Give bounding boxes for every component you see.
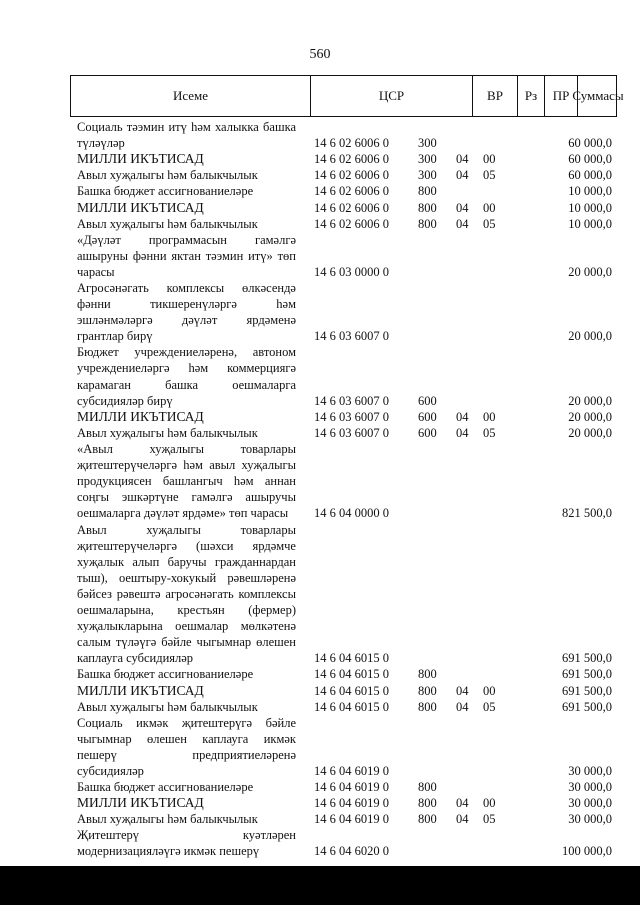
table-row [0, 522, 640, 667]
row-sum: 60 000,0 [568, 152, 612, 167]
row-name-line: оешмаларына, крестьян (фермер) [77, 602, 296, 617]
row-rz: 04 [456, 200, 469, 215]
row-name [77, 425, 296, 441]
table-row [0, 183, 640, 199]
row-name-line: пешерү предприятиеләренә [77, 747, 296, 762]
row-rz: 04 [456, 152, 469, 167]
header-vr: ВР [473, 76, 518, 116]
row-name-line: ашыруны фәнни яктан тәэмин итү» төп [77, 248, 296, 263]
row-sum: 20 000,0 [568, 329, 612, 344]
row-sum: 30 000,0 [568, 812, 612, 827]
row-name-line: МИЛЛИ ИКЪТИСАД [77, 682, 204, 698]
row-csr: 14 6 04 6019 0 [314, 763, 389, 778]
row-pr: 05 [483, 168, 496, 183]
table-row [0, 280, 640, 344]
row-vr: 800 [418, 780, 437, 795]
row-name-line: Башка бюджет ассигнованиеләре [77, 780, 254, 795]
header-pr: ПР [545, 76, 578, 116]
row-name-line: соңгы эшкәртүне гамәлгә ашыручы [77, 490, 296, 505]
row-name-line: Җитештерү куәтләрен [77, 828, 296, 843]
row-vr: 800 [418, 812, 437, 827]
row-csr: 14 6 02 6006 0 [314, 152, 389, 167]
row-name [77, 151, 296, 167]
row-name-line: МИЛЛИ ИКЪТИСАД [77, 151, 204, 167]
row-name-line: җитештерүчеләргә һәм авыл хуҗалыгы [77, 458, 296, 473]
row-csr: 14 6 04 6019 0 [314, 780, 389, 795]
row-vr: 600 [418, 393, 437, 408]
header-sum: Суммасы [572, 88, 624, 103]
row-name [77, 827, 296, 859]
row-csr: 14 6 02 6006 0 [314, 136, 389, 151]
table-row [0, 683, 640, 699]
row-sum: 100 000,0 [562, 844, 612, 859]
row-vr: 300 [418, 168, 437, 183]
row-name [77, 715, 296, 779]
row-sum: 60 000,0 [568, 168, 612, 183]
row-name-line: Авыл хуҗалыгы һәм балыкчылык [77, 425, 258, 440]
table-row [0, 779, 640, 795]
row-csr: 14 6 02 6006 0 [314, 168, 389, 183]
row-name [77, 666, 296, 682]
row-sum: 20 000,0 [568, 425, 612, 440]
row-rz: 04 [456, 699, 469, 714]
row-sum: 20 000,0 [568, 393, 612, 408]
row-sum: 10 000,0 [568, 184, 612, 199]
row-name-line: Бюджет учреждениеләренә, автоном [77, 345, 296, 360]
row-vr: 800 [418, 699, 437, 714]
row-name-line: учреждениеләргә һәм коммерциягә [77, 361, 296, 376]
row-csr: 14 6 04 6015 0 [314, 699, 389, 714]
row-sum: 691 500,0 [562, 699, 612, 714]
row-name-line: Агросәнәгать комплексы өлкәсендә [77, 281, 296, 295]
row-vr: 800 [418, 200, 437, 215]
row-sum: 60 000,0 [568, 136, 612, 151]
row-vr: 800 [418, 796, 437, 811]
table-row [0, 344, 640, 408]
row-csr: 14 6 03 0000 0 [314, 264, 389, 279]
row-csr: 14 6 04 6015 0 [314, 683, 389, 698]
row-pr: 05 [483, 812, 496, 827]
row-pr: 05 [483, 425, 496, 440]
row-sum: 10 000,0 [568, 216, 612, 231]
table-row [0, 167, 640, 183]
row-pr: 00 [483, 200, 496, 215]
row-sum: 691 500,0 [562, 667, 612, 682]
row-csr: 14 6 03 6007 0 [314, 393, 389, 408]
row-name [77, 167, 296, 183]
row-name-line: «Дәүләт программасын гамәлгә [77, 232, 296, 247]
row-vr: 800 [418, 216, 437, 231]
page-number: 560 [309, 47, 331, 62]
row-csr: 14 6 04 6019 0 [314, 812, 389, 827]
row-name-line: МИЛЛИ ИКЪТИСАД [77, 199, 204, 215]
row-csr: 14 6 02 6006 0 [314, 216, 389, 231]
row-name-line: Авыл хуҗалыгы һәм балыкчылык [77, 812, 258, 827]
row-name-line: модернизацияләүгә икмәк пешерү [77, 844, 260, 859]
row-vr: 800 [418, 683, 437, 698]
row-name [77, 119, 296, 151]
row-csr: 14 6 04 6019 0 [314, 796, 389, 811]
row-name-line: җитештерүчеләргә (шәхси ярдәмче [77, 538, 296, 553]
header-rz: Рз [518, 76, 545, 116]
row-name-line: Башка бюджет ассигнованиеләре [77, 667, 254, 682]
row-name [77, 280, 296, 344]
table-row [0, 232, 640, 280]
table-row [0, 409, 640, 425]
row-name-line: эшләнмәләргә дәүләт ярдәменә [77, 313, 296, 328]
row-rz: 04 [456, 425, 469, 440]
row-name [77, 441, 296, 521]
row-csr: 14 6 04 6020 0 [314, 844, 389, 859]
row-sum: 30 000,0 [568, 796, 612, 811]
row-name-line: субсидияләр [77, 763, 144, 778]
row-name [77, 216, 296, 232]
header-name: Исеме [71, 76, 311, 116]
row-pr: 05 [483, 699, 496, 714]
row-name-line: каплауга субсидияләр [77, 651, 194, 666]
row-rz: 04 [456, 683, 469, 698]
row-sum: 821 500,0 [562, 506, 612, 521]
row-name-line: «Авыл хуҗалыгы товарлары [77, 442, 296, 456]
row-name-line: бәйсез рәвештә агросәнәгать комплексы [77, 586, 296, 601]
row-rz: 04 [456, 216, 469, 231]
header-csr: ЦСР [311, 76, 473, 116]
row-csr: 14 6 04 6015 0 [314, 667, 389, 682]
table-row [0, 151, 640, 167]
row-name [77, 683, 296, 699]
row-sum: 691 500,0 [562, 651, 612, 666]
row-vr: 800 [418, 184, 437, 199]
row-name-line: Авыл хуҗалыгы һәм балыкчылык [77, 168, 258, 183]
row-name-line: субсидияләр бирү [77, 393, 173, 408]
row-name-line: Авыл хуҗалыгы һәм балыкчылык [77, 216, 258, 231]
row-name-line: хуҗалык алып баручы гражданнардан [77, 554, 296, 569]
row-sum: 20 000,0 [568, 264, 612, 279]
row-pr: 00 [483, 152, 496, 167]
row-name-line: тыш), оештыру-хокукый рәвешләренә [77, 570, 296, 585]
row-name [77, 795, 296, 811]
row-name [77, 344, 296, 408]
row-name-line: хуҗалыкларына оешмалар мөлкәтенә [77, 619, 296, 634]
row-pr: 00 [483, 796, 496, 811]
row-name [77, 409, 296, 425]
row-rz: 04 [456, 796, 469, 811]
row-vr: 600 [418, 425, 437, 440]
row-csr: 14 6 03 6007 0 [314, 329, 389, 344]
row-csr: 14 6 02 6006 0 [314, 184, 389, 199]
table-row [0, 200, 640, 216]
row-csr: 14 6 03 6007 0 [314, 409, 389, 424]
row-csr: 14 6 03 6007 0 [314, 425, 389, 440]
row-rz: 04 [456, 168, 469, 183]
row-name-line: Социаль икмәк җитештерүгә бәйле [77, 715, 296, 730]
row-name [77, 522, 296, 667]
row-name-line: карамаган башка оешмаларга [77, 377, 296, 392]
row-pr: 05 [483, 216, 496, 231]
table-row [0, 715, 640, 779]
row-name-line: Авыл хуҗалыгы һәм балыкчылык [77, 699, 258, 714]
row-name-line: грантлар бирү [77, 329, 153, 344]
table-row [0, 119, 640, 151]
row-name [77, 200, 296, 216]
row-sum: 30 000,0 [568, 780, 612, 795]
table-row [0, 811, 640, 827]
row-name-line: МИЛЛИ ИКЪТИСАД [77, 408, 204, 424]
table-row [0, 425, 640, 441]
row-name-line: түләүләр [77, 136, 125, 151]
row-csr: 14 6 02 6006 0 [314, 200, 389, 215]
row-name [77, 232, 296, 280]
table-row [0, 666, 640, 682]
row-name-line: чарасы [77, 264, 115, 279]
row-sum: 20 000,0 [568, 409, 612, 424]
row-csr: 14 6 04 0000 0 [314, 506, 389, 521]
row-vr: 800 [418, 667, 437, 682]
row-pr: 00 [483, 683, 496, 698]
table-row [0, 216, 640, 232]
row-name-line: МИЛЛИ ИКЪТИСАД [77, 795, 204, 811]
scan-border [0, 866, 640, 905]
row-pr: 00 [483, 409, 496, 424]
row-vr: 300 [418, 136, 437, 151]
row-name-line: оешмаларга дәүләт ярдәме» төп чарасы [77, 506, 289, 521]
row-name-line: чыгымнар өлешен каплауга икмәк [77, 731, 296, 746]
row-name-line: Социаль тәэмин итү һәм халыкка башка [77, 120, 296, 134]
table-row [0, 441, 640, 522]
table-row [0, 827, 640, 859]
row-sum: 691 500,0 [562, 683, 612, 698]
table-row [0, 795, 640, 811]
row-vr: 300 [418, 152, 437, 167]
row-sum: 30 000,0 [568, 763, 612, 778]
table-row [0, 699, 640, 715]
row-name-line: продукциясен башлангыч һәм аннан [77, 474, 296, 489]
row-vr: 600 [418, 409, 437, 424]
row-rz: 04 [456, 409, 469, 424]
row-sum: 10 000,0 [568, 200, 612, 215]
row-rz: 04 [456, 812, 469, 827]
row-name-line: Авыл хуҗалыгы товарлары [77, 522, 296, 537]
row-name [77, 811, 296, 827]
row-name-line: салым түләүгә бәйле чыгымнар өлешен [77, 635, 296, 650]
row-name-line: фәнни тикшеренүләргә һәм [77, 297, 296, 312]
row-name [77, 699, 296, 715]
row-name [77, 779, 296, 795]
row-name [77, 183, 296, 199]
row-name-line: Башка бюджет ассигнованиеләре [77, 184, 254, 199]
row-csr: 14 6 04 6015 0 [314, 651, 389, 666]
